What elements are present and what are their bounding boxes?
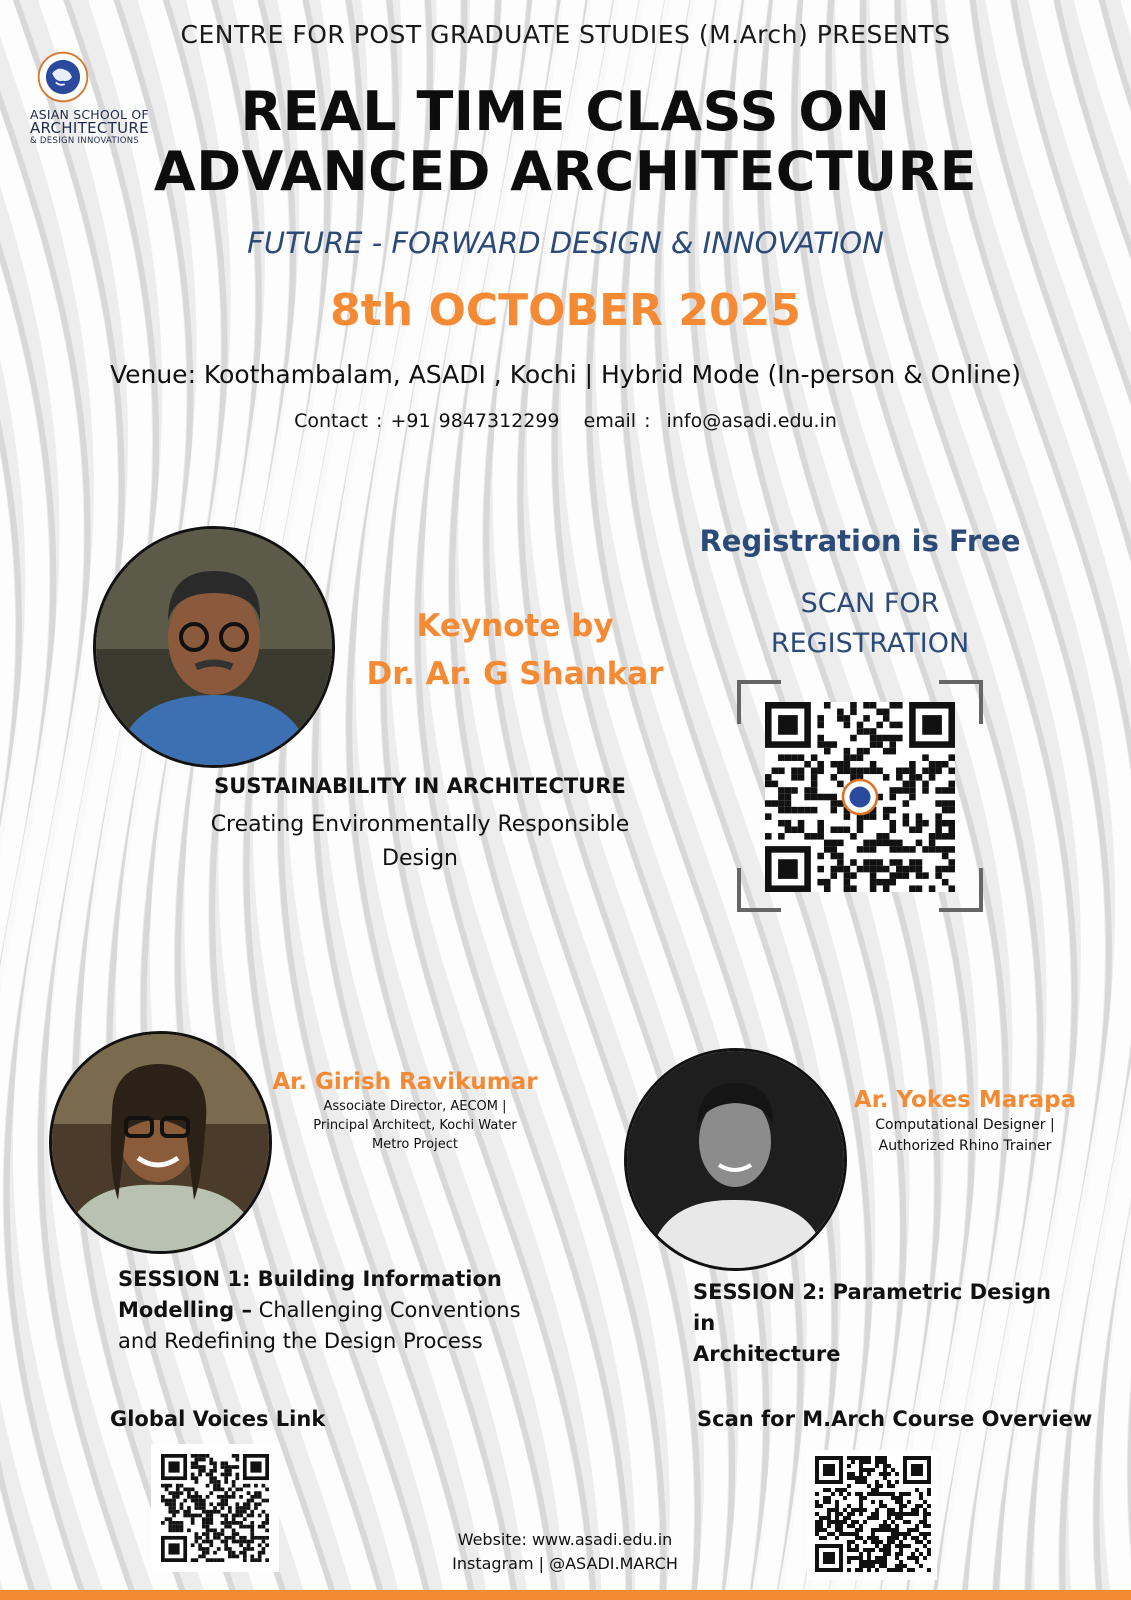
venue-line: Venue: Koothambalam, ASADI , Kochi | Hybrid Mode (In-person & Online) [109,360,1022,389]
keynote-speaker-name: Dr. Ar. G Shankar [366,656,664,692]
registration-qr-code[interactable] [737,680,983,912]
keynote-line1: Keynote by [416,608,614,644]
contact-line: Contact : +91 9847312299 email : info@asadi.edu.in [294,410,837,432]
session1-line2-rest: Challenging Conventions [252,1298,521,1322]
session1-line3: and Redefining the Design Process [118,1329,483,1353]
session1-line1: SESSION 1: Building Information [118,1267,502,1291]
tagline: FUTURE - FORWARD DESIGN & INNOVATION [247,226,884,260]
session2-title [693,1277,1073,1370]
scan-line1: SCAN FOR [800,588,940,619]
website-link[interactable]: Website: www.asadi.edu.in [457,1530,673,1549]
session1-line2-bold: Modelling – [118,1298,252,1322]
session1-line2 [118,1295,558,1326]
session2-line2: Architecture [693,1342,841,1366]
keynote-topic-title: SUSTAINABILITY IN ARCHITECTURE [214,774,626,798]
speaker1-photo [49,1031,272,1254]
scan-line2: REGISTRATION [770,628,970,659]
event-date: 8th OCTOBER 2025 [330,285,801,336]
keynote-sub-line1: Creating Environmentally Responsible [210,812,630,837]
speaker2-photo [624,1048,847,1271]
speaker2-desc-line2: Authorized Rhino Trainer [878,1138,1052,1154]
session2-line1: SESSION 2: Parametric Design in [693,1280,1052,1335]
speaker1-desc-line1: Associate Director, AECOM | [323,1099,507,1114]
session1-title [118,1264,558,1357]
speaker1-desc-line2: Principal Architect, Kochi Water [313,1118,517,1133]
march-overview-label: Scan for M.Arch Course Overview [697,1407,1093,1431]
bottom-accent-bar [0,1590,1131,1600]
keynote-sub-line2: Design [382,846,458,871]
march-overview-qr-code[interactable] [807,1450,937,1580]
title-line1: REAL TIME CLASS ON [240,80,891,143]
scan-for-registration [710,584,1030,664]
presenter-line: CENTRE FOR POST GRADUATE STUDIES (M.Arch) PRESENTS [180,20,951,49]
instagram-handle[interactable]: Instagram | @ASADI.MARCH [452,1554,678,1573]
logo-line3: & DESIGN INNOVATIONS [30,136,140,146]
speaker1-name: Ar. Girish Ravikumar [272,1069,538,1095]
keynote-topic-subtitle [180,808,660,876]
speaker1-description [290,1097,540,1154]
global-voices-label: Global Voices Link [110,1407,326,1431]
speaker2-name: Ar. Yokes Marapa [853,1087,1077,1113]
speaker1-desc-line3: Metro Project [372,1137,458,1152]
keynote-label [350,602,680,698]
keynote-speaker-photo [93,526,335,768]
logo-line2: ARCHITECTURE [30,119,149,137]
registration-free: Registration is Free [699,524,1021,558]
title-line2: ADVANCED ARCHITECTURE [153,140,978,203]
global-voices-qr-code[interactable] [151,1444,279,1572]
speaker2-desc-line1: Computational Designer | [875,1117,1055,1133]
logo-line1: ASIAN SCHOOL OF [30,107,149,122]
footer-links [400,1528,730,1576]
speaker2-description [855,1115,1075,1157]
